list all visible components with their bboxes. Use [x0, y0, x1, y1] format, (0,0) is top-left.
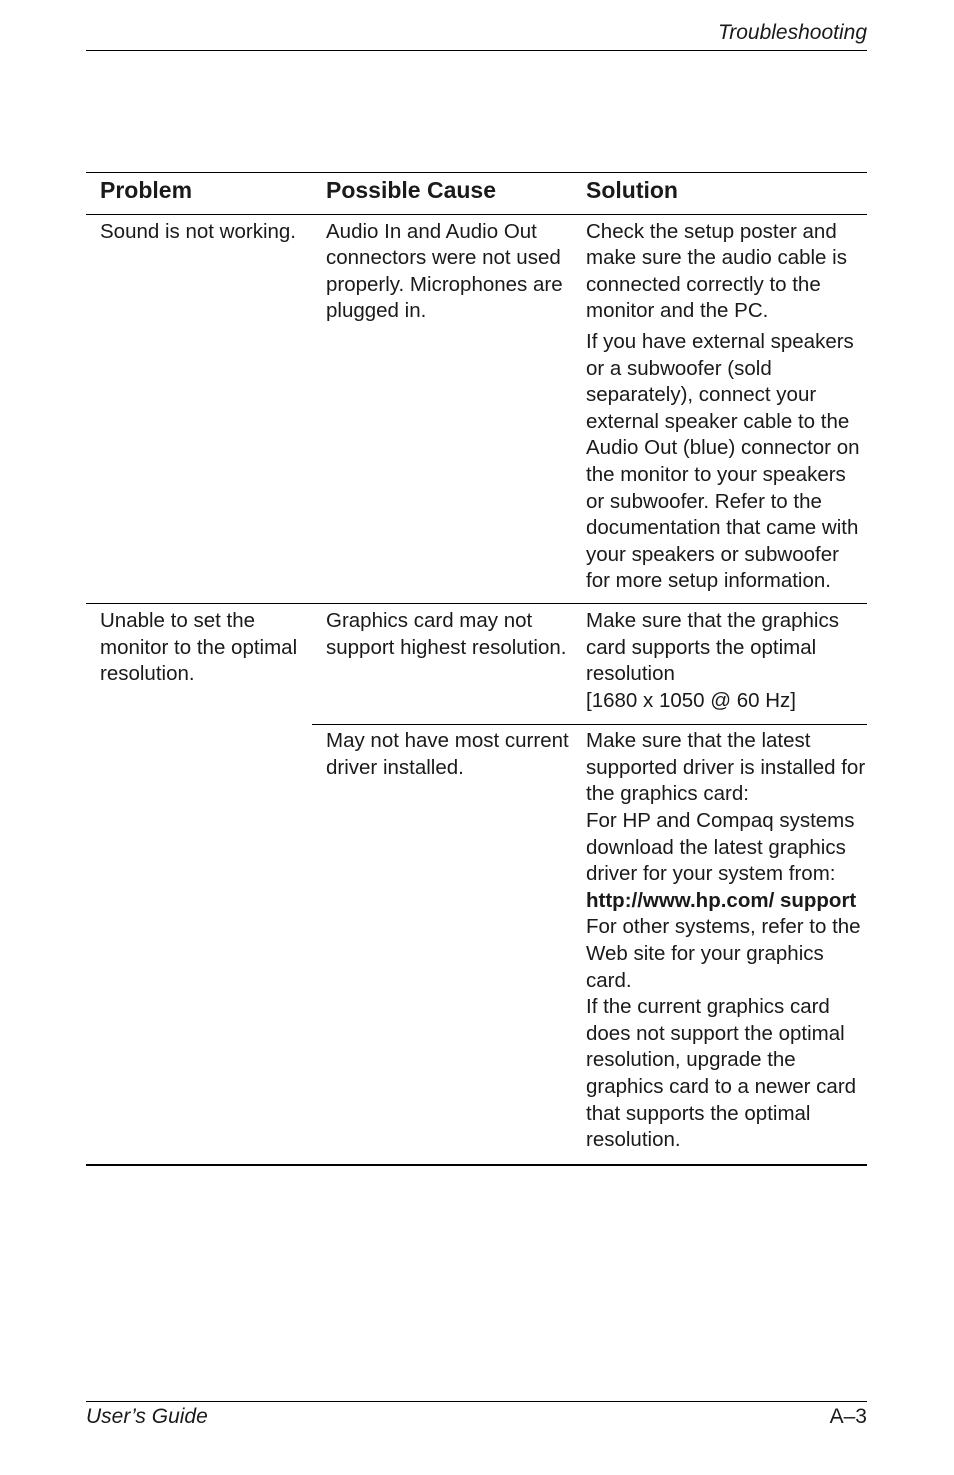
- table-row: [86, 603, 867, 724]
- solution-paragraph: Check the setup poster and make sure the audio cable is connected correctly to the monitor and the PC.: [586, 219, 847, 323]
- troubleshooting-table: [86, 172, 867, 1166]
- support-url-link[interactable]: http://www.hp.com/ support: [586, 888, 857, 912]
- cause-cell: Graphics card may not support highest resolution.: [312, 603, 572, 724]
- solution-cell: [572, 603, 867, 724]
- problem-cell: Unable to set the monitor to the optimal resolution.: [100, 608, 298, 686]
- solution-paragraph: Make sure that the graphics card supports the optimal resolution: [586, 608, 839, 686]
- table-header-row: [86, 173, 867, 215]
- solution-paragraph: For HP and Compaq systems download the latest graphics driver for your system from:: [586, 809, 855, 886]
- problem-cell: Sound is not working.: [86, 214, 312, 603]
- section-title: Troubleshooting: [717, 21, 867, 44]
- page-footer: [86, 1401, 867, 1432]
- document-title: User’s Guide: [86, 1405, 208, 1428]
- solution-paragraph: Make sure that the latest supported driver is installed for the graphics card:: [586, 729, 866, 806]
- page-header: [86, 18, 867, 51]
- solution-paragraph: If the current graphics card does not support the optimal resolution, upgrade the graphics card to a newer card that supports the optimal resolution.: [586, 995, 857, 1152]
- column-header-cause: Possible Cause: [312, 173, 572, 215]
- column-header-solution: Solution: [572, 173, 867, 215]
- cause-cell: Audio In and Audio Out connectors were not used properly. Microphones are plugged in.: [312, 214, 572, 603]
- page-number: A–3: [829, 1405, 867, 1428]
- solution-cell: [572, 725, 867, 1165]
- resolution-value: [1680 x 1050 @ 60 Hz]: [586, 688, 796, 712]
- solution-paragraph: For other systems, refer to the Web site for your graphics card.: [586, 915, 861, 992]
- solution-paragraph: If you have external speakers or a subwoofer (sold separately), connect your external speaker cable to the Audio Out (blue) connector on the monitor to your speakers or subwoofer. Refer to the documentation that came with your speakers or subwoofer for more setup information.: [586, 329, 860, 593]
- table-row: [86, 214, 867, 603]
- column-header-problem: Problem: [86, 173, 312, 215]
- cause-cell: May not have most current driver installed.: [326, 729, 569, 779]
- solution-cell: [572, 214, 867, 603]
